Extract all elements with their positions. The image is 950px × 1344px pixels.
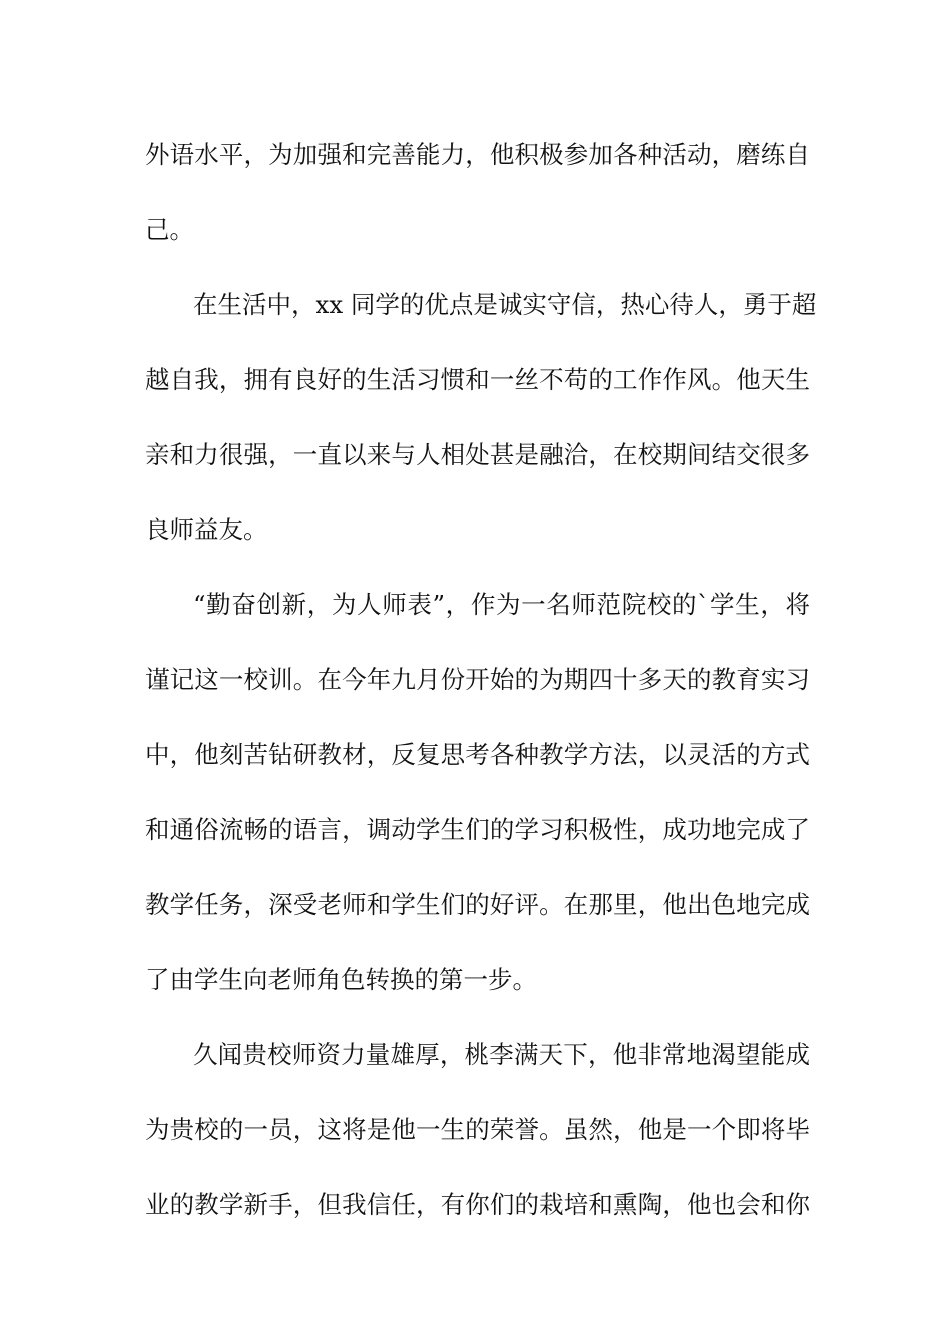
text-line: 业的教学新手，但我信任，有你们的栽培和熏陶，他也会和你 xyxy=(145,1190,810,1219)
text-line: 良师益友。 xyxy=(145,515,268,544)
text-line: 和通俗流畅的语言，调动学生们的学习积极性，成功地完成了 xyxy=(145,815,810,844)
text-line: 亲和力很强，一直以来与人相处甚是融洽，在校期间结交很多 xyxy=(145,440,810,469)
text-line: 在生活中，xx 同学的优点是诚实守信，热心待人，勇于超 xyxy=(193,290,817,319)
text-line: 谨记这一校训。在今年九月份开始的为期四十多天的教育实习 xyxy=(145,665,810,694)
text-line: “勤奋创新，为人师表”，作为一名师范院校的`学生，将 xyxy=(193,590,810,619)
text-line: 中，他刻苦钻研教材，反复思考各种教学方法，以灵活的方式 xyxy=(145,740,810,769)
text-line: 外语水平，为加强和完善能力，他积极参加各种活动，磨练自 xyxy=(145,140,810,169)
text-line: 为贵校的一员，这将是他一生的荣誉。虽然，他是一个即将毕 xyxy=(145,1115,810,1144)
text-line: 了由学生向老师角色转换的第一步。 xyxy=(145,965,537,994)
text-line: 久闻贵校师资力量雄厚，桃李满天下，他非常地渴望能成 xyxy=(193,1040,810,1069)
text-line: 越自我，拥有良好的生活习惯和一丝不苟的工作作风。他天生 xyxy=(145,365,810,394)
text-line: 己。 xyxy=(145,215,194,244)
text-line: 教学任务，深受老师和学生们的好评。在那里，他出色地完成 xyxy=(145,890,810,919)
